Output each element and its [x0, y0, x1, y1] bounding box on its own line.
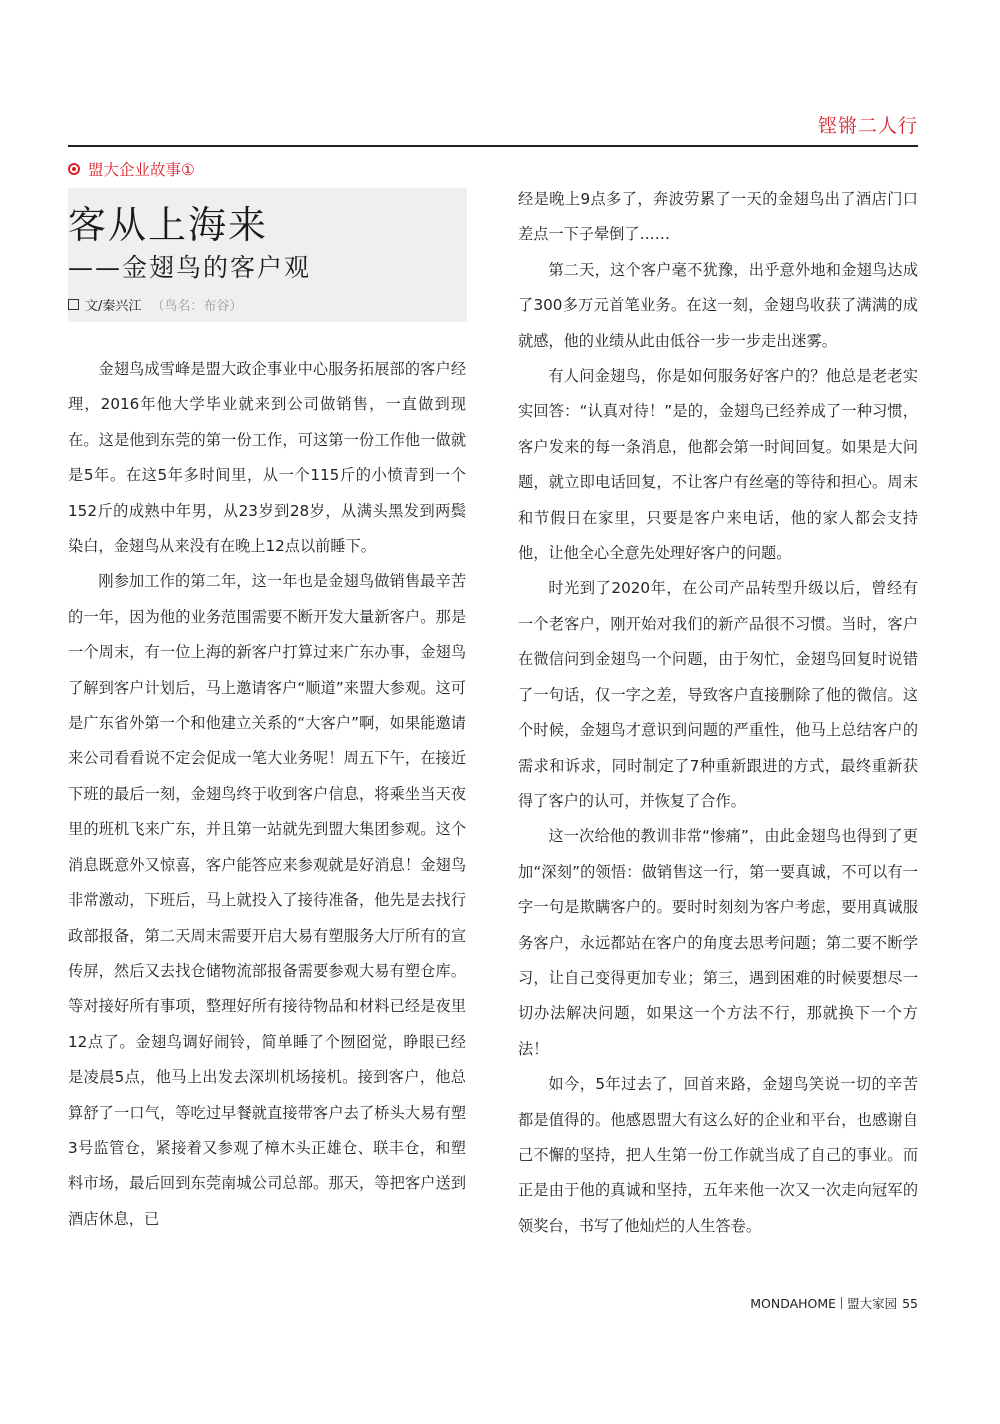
paragraph: 刚参加工作的第二年，这一年也是金翅鸟做销售最辛苦的一年，因为他的业务范围需要不断开发大量新客户。那是一个周末，有一位上海的新客户打算过来广东办事，金翅鸟了解到客户计划后，马上邀请客户“顺道”来盟大参观。这可是广东省外第一个和他建立关系的“大客户”啊，如果能邀请来公司看看说不定会促成一笔大业务呢！周五下午，在接近下班的最后一刻，金翅鸟终于收到客户信息，将乘坐当天夜里的班机飞来广东，并且第一站就先到盟大集团参观。这个消息既意外又惊喜，客户能答应来参观就是好消息！金翅鸟非常激动，下班后，马上就投入了接待准备，他先是去找行政部报备，第二天周末需要开启大易有塑服务大厅所有的宣传屏，然后又去找仓储物流部报备需要参观大易有塑仓库。等对接好所有事项，整理好所有接待物品和材料已经是夜里12点了。金翅鸟调好闹铃，简单睡了个囫囵觉，睁眼已经是凌晨5点，他马上出发去深圳机场接机。接到客户，他总算舒了一口气，等吃过早餐就直接带客户去了桥头大易有塑3号监管仓，紧接着又参观了樟木头正雄仓、联丰仓，和塑料市场，最后回到东莞南城公司总部。那天，等把客户送到酒店休息，已	[68, 572, 466, 1228]
article-subtitle: ——金翅鸟的客户观	[68, 253, 312, 282]
footer-brand: MONDAHOME	[750, 1295, 837, 1311]
series-label: 盟大企业故事①	[88, 161, 195, 179]
footer-divider	[841, 1297, 842, 1309]
right-column	[518, 182, 918, 1244]
page-footer	[750, 1294, 918, 1312]
left-column	[68, 352, 466, 1237]
paragraph: 这一次给他的教训非常“惨痛”，由此金翅鸟也得到了更加“深刻”的领悟：做销售这一行，第一要真诚，不可以有一字一句是欺瞒客户的。要时时刻刻为客户考虑，要用真诚服务客户，永远都站在客户的角度去思考问题；第二要不断学习，让自己变得更加专业；第三，遇到困难的时候要想尽一切办法解决问题，如果这一个方法不行，那就换下一个方法！	[518, 827, 918, 1058]
footer-magazine: 盟大家园	[847, 1296, 898, 1311]
square-icon	[68, 299, 79, 310]
bird-name: （鸟名：布谷）	[151, 299, 243, 314]
section-title: 铿锵二人行	[817, 115, 918, 137]
top-rule	[68, 145, 918, 147]
paragraph: 时光到了2020年，在公司产品转型升级以后，曾经有一个老客户，刚开始对我们的新产品很不习惯。当时，客户在微信问到金翅鸟一个问题，由于匆忙，金翅鸟回复时说错了一句话，仅一字之差，导致客户直接删除了他的微信。这个时候，金翅鸟才意识到问题的严重性，他马上总结客户的需求和诉求，同时制定了7种重新跟进的方式，最终重新获得了客户的认可，并恢复了合作。	[518, 579, 918, 810]
paragraph: 如今，5年过去了，回首来路，金翅鸟笑说一切的辛苦都是值得的。他感恩盟大有这么好的企业和平台，也感谢自己不懈的坚持，把人生第一份工作就当成了自己的事业。而正是由于他的真诚和坚持，五年来他一次又一次走向冠军的领奖台，书写了他灿烂的人生答卷。	[518, 1075, 918, 1235]
byline	[68, 295, 242, 314]
page-number: 55	[902, 1295, 918, 1311]
title-box	[68, 188, 467, 322]
paragraph: 金翅鸟成雪峰是盟大政企事业中心服务拓展部的客户经理，2016年他大学毕业就来到公司做销售，一直做到现在。这是他到东莞的第一份工作，可这第一份工作他一做就是5年。在这5年多时间里，从一个115斤的小愤青到一个152斤的成熟中年男，从23岁到28岁，从满头黑发到两鬓染白，金翅鸟从来没有在晚上12点以前睡下。	[68, 360, 466, 556]
paragraph: 经是晚上9点多了，奔波劳累了一天的金翅鸟出了酒店门口差点一下子晕倒了……	[518, 190, 918, 244]
paragraph: 有人问金翅鸟，你是如何服务好客户的？他总是老老实实回答：“认真对待！”是的，金翅鸟已经养成了一种习惯，客户发来的每一条消息，他都会第一时间回复。如果是大问题，就立即电话回复，不让客户有丝毫的等待和担心。周末和节假日在家里，只要是客户来电话，他的家人都会支持他，让他全心全意先处理好客户的问题。	[518, 367, 918, 563]
target-icon	[68, 163, 80, 175]
article-title: 客从上海来	[68, 203, 269, 247]
series-label-row	[68, 158, 195, 180]
author: 文/秦兴江	[85, 299, 142, 314]
paragraph: 第二天，这个客户毫不犹豫，出乎意外地和金翅鸟达成了300多万元首笔业务。在这一刻，金翅鸟收获了满满的成就感，他的业绩从此由低谷一步一步走出迷雾。	[518, 260, 918, 350]
